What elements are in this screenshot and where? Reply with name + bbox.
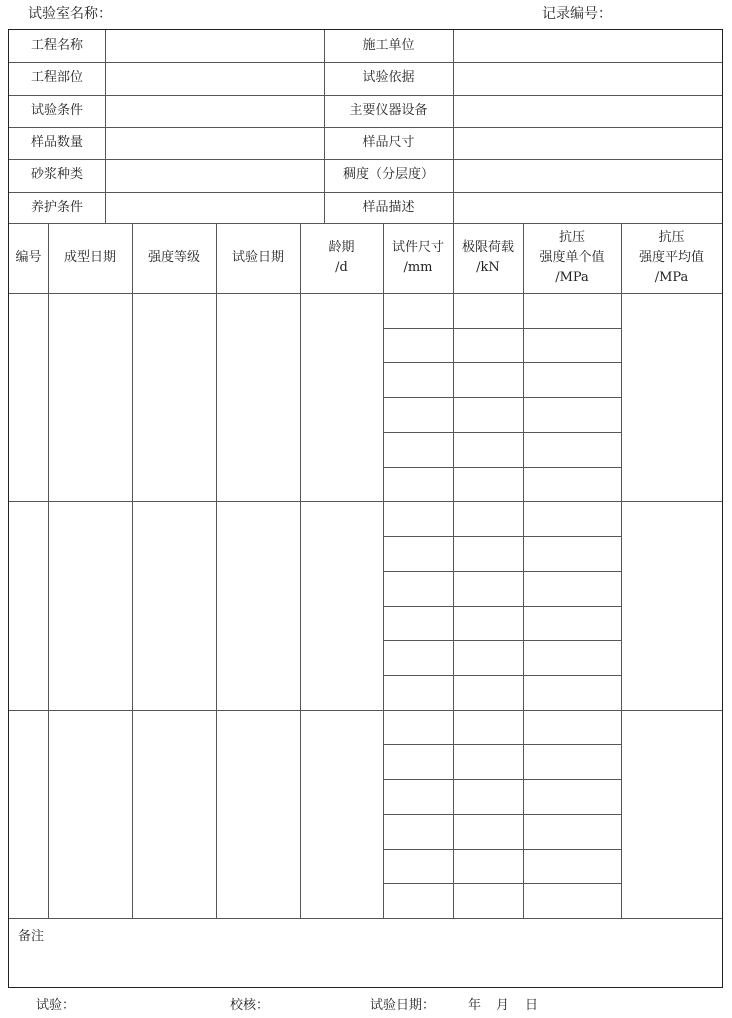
info-row-divider [9,127,722,128]
col-header-single-strength [523,226,621,290]
specimen-cell[interactable] [453,710,523,745]
specimen-cell[interactable] [383,432,453,467]
specimen-cell[interactable] [523,536,621,571]
group-cell[interactable] [621,710,722,918]
group-cell[interactable] [48,293,132,501]
col-header-mold-date: 成型日期 [63,250,116,265]
specimen-cell[interactable] [453,779,523,814]
specimen-cell[interactable] [523,501,621,536]
specimen-cell[interactable] [453,397,523,432]
specimen-cell[interactable] [383,293,453,328]
group-cell[interactable] [216,710,300,918]
group-cell[interactable] [132,710,216,918]
specimen-cell[interactable] [523,606,621,641]
info-row-divider [9,159,722,160]
remarks-field[interactable] [60,920,720,986]
specimen-cell[interactable] [453,328,523,363]
col-header-avg-line1: 抗压 [658,230,685,245]
specimen-cell[interactable] [523,675,621,710]
info-value-field[interactable] [453,192,722,224]
record-number-label: 记录编号： [542,6,612,22]
group-cell[interactable] [9,501,48,709]
specimen-cell[interactable] [383,467,453,502]
group-cell[interactable] [216,293,300,501]
checker-label: 校核： [230,998,270,1013]
specimen-cell[interactable] [453,432,523,467]
col-header-load-line1: 极限荷载 [461,240,514,255]
specimen-cell[interactable] [453,536,523,571]
test-date-label: 试验日期： [370,998,436,1013]
info-label: 试验条件 [30,102,83,118]
info-label: 样品数量 [30,135,83,151]
specimen-cell[interactable] [383,675,453,710]
specimen-cell[interactable] [383,814,453,849]
col-header-single-line2: 强度单个值 [539,250,605,265]
group-cell[interactable] [216,501,300,709]
specimen-cell[interactable] [453,849,523,884]
info-value-field[interactable] [453,62,722,94]
col-header-grade: 强度等级 [147,250,200,265]
col-header-size-line1: 试件尺寸 [391,240,444,255]
info-value-field[interactable] [453,30,722,62]
col-header-single-unit: /MPa [555,270,589,285]
specimen-cell[interactable] [523,779,621,814]
month-label: 月 [496,998,510,1013]
specimen-cell[interactable] [383,501,453,536]
group-cell[interactable] [300,710,383,918]
specimen-cell[interactable] [383,779,453,814]
info-value-field[interactable] [453,95,722,127]
info-row-divider [9,62,722,63]
info-label: 养护条件 [30,199,83,215]
specimen-cell[interactable] [383,328,453,363]
col-header-avg-line2: 强度平均值 [638,250,704,265]
grid-bottom-line [9,918,722,919]
info-label: 工程部位 [30,70,83,86]
specimen-cell[interactable] [523,849,621,884]
info-label: 样品描述 [362,199,415,215]
specimen-cell[interactable] [523,744,621,779]
info-value-field[interactable] [105,62,324,94]
specimen-cell[interactable] [453,362,523,397]
group-cell[interactable] [300,293,383,501]
info-value-field[interactable] [453,159,722,191]
col-header-size [383,228,453,288]
specimen-cell[interactable] [523,571,621,606]
specimen-cell[interactable] [523,883,621,918]
specimen-cell[interactable] [523,640,621,675]
info-label: 主要仪器设备 [349,102,428,118]
info-value-field[interactable] [453,127,722,159]
specimen-cell[interactable] [383,536,453,571]
specimen-cell[interactable] [383,397,453,432]
group-cell[interactable] [621,501,722,709]
specimen-cell[interactable] [383,849,453,884]
col-header-load-unit: /kN [476,260,500,275]
info-col-divider [324,30,325,223]
info-value-field[interactable] [105,127,324,159]
info-label: 工程名称 [30,38,83,54]
specimen-cell[interactable] [383,362,453,397]
specimen-cell[interactable] [453,606,523,641]
remarks-label: 备注 [18,929,45,944]
info-label: 试验依据 [362,70,415,86]
col-header-age [300,228,383,288]
specimen-cell[interactable] [523,293,621,328]
specimen-cell[interactable] [453,675,523,710]
info-value-field[interactable] [105,159,324,191]
col-header-single-line1: 抗压 [558,230,585,245]
group-cell[interactable] [48,501,132,709]
lab-name-label: 试验室名称： [28,6,112,22]
specimen-cell[interactable] [453,293,523,328]
col-header-no: 编号 [15,250,42,265]
specimen-cell[interactable] [523,397,621,432]
specimen-cell[interactable] [383,744,453,779]
specimen-cell[interactable] [523,328,621,363]
specimen-cell[interactable] [453,814,523,849]
specimen-cell[interactable] [453,640,523,675]
col-header-size-unit: /mm [403,260,433,275]
group-cell[interactable] [621,293,722,501]
info-label: 砂浆种类 [30,167,83,183]
info-col-divider [453,30,454,223]
specimen-cell[interactable] [453,883,523,918]
day-label: 日 [525,998,539,1013]
info-label: 施工单位 [362,38,415,54]
info-value-field[interactable] [105,192,324,224]
col-header-age-line1: 龄期 [328,240,355,255]
specimen-cell[interactable] [453,744,523,779]
col-header-load [453,228,523,288]
group-cell[interactable] [132,293,216,501]
group-cell[interactable] [300,501,383,709]
specimen-cell[interactable] [383,710,453,745]
group-cell[interactable] [132,501,216,709]
col-header-age-unit: /d [335,260,348,275]
info-col-divider [105,30,106,223]
specimen-cell[interactable] [523,710,621,745]
specimen-cell[interactable] [383,606,453,641]
col-header-avg-unit: /MPa [654,270,689,285]
group-cell[interactable] [9,293,48,501]
info-label: 稠度（分层度） [342,167,434,183]
info-section-bottom [9,223,722,224]
group-cell[interactable] [48,710,132,918]
year-label: 年 [468,998,482,1013]
specimen-cell[interactable] [523,814,621,849]
col-header-avg-strength [621,226,722,290]
specimen-cell[interactable] [453,501,523,536]
group-cell[interactable] [9,710,48,918]
tester-label: 试验： [36,998,76,1013]
specimen-cell[interactable] [523,432,621,467]
info-value-field[interactable] [105,95,324,127]
info-label: 样品尺寸 [362,135,415,151]
specimen-cell[interactable] [523,362,621,397]
specimen-cell[interactable] [383,640,453,675]
specimen-cell[interactable] [383,883,453,918]
info-row-divider [9,95,722,96]
specimen-cell[interactable] [383,571,453,606]
specimen-cell[interactable] [453,571,523,606]
info-row-divider [9,192,722,193]
col-header-test-date: 试验日期 [231,250,284,265]
info-value-field[interactable] [105,30,324,62]
specimen-cell[interactable] [523,467,621,502]
specimen-cell[interactable] [453,467,523,502]
